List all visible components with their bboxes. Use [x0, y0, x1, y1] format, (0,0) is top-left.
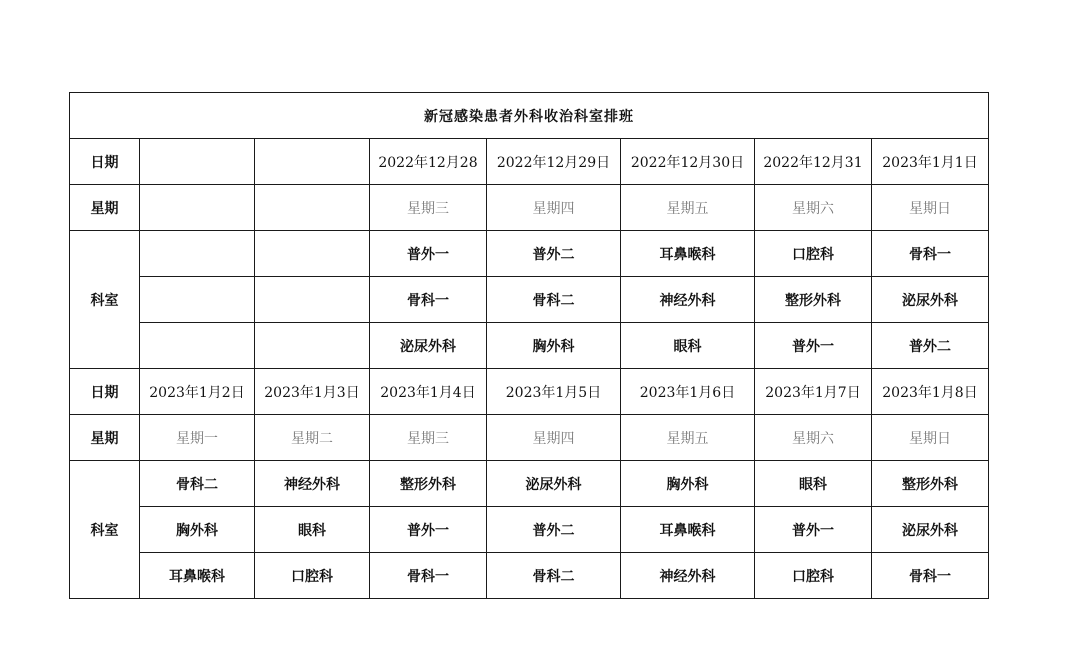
date-label: 日期 — [70, 369, 140, 415]
date-cell — [140, 139, 255, 185]
date-cell: 2023年1月3日 — [255, 369, 370, 415]
department-cell: 普外一 — [755, 323, 872, 369]
department-cell: 普外一 — [755, 507, 872, 553]
department-row — [70, 231, 989, 277]
department-cell: 口腔科 — [255, 553, 370, 599]
weekday-cell: 星期一 — [140, 415, 255, 461]
department-cell: 骨科一 — [370, 553, 487, 599]
department-cell: 整形外科 — [872, 461, 989, 507]
weekday-cell: 星期五 — [621, 415, 755, 461]
weekday-cell: 星期日 — [872, 185, 989, 231]
date-cell: 2022年12月31 — [755, 139, 872, 185]
department-cell: 耳鼻喉科 — [621, 231, 755, 277]
date-cell: 2023年1月7日 — [755, 369, 872, 415]
department-cell: 神经外科 — [621, 553, 755, 599]
date-cell: 2023年1月1日 — [872, 139, 989, 185]
department-row — [70, 323, 989, 369]
department-row — [70, 553, 989, 599]
weekday-row — [70, 185, 989, 231]
department-cell: 泌尿外科 — [872, 277, 989, 323]
department-label: 科室 — [70, 461, 140, 599]
department-cell: 整形外科 — [755, 277, 872, 323]
department-cell: 眼科 — [255, 507, 370, 553]
date-row — [70, 369, 989, 415]
date-cell: 2023年1月2日 — [140, 369, 255, 415]
department-cell — [255, 277, 370, 323]
weekday-cell: 星期四 — [487, 185, 621, 231]
date-cell: 2023年1月6日 — [621, 369, 755, 415]
weekday-cell: 星期日 — [872, 415, 989, 461]
department-cell: 骨科二 — [487, 553, 621, 599]
department-cell: 骨科二 — [487, 277, 621, 323]
department-cell — [255, 323, 370, 369]
date-cell: 2023年1月4日 — [370, 369, 487, 415]
department-cell: 骨科一 — [872, 553, 989, 599]
department-cell: 胸外科 — [140, 507, 255, 553]
department-row — [70, 277, 989, 323]
department-cell — [140, 277, 255, 323]
date-cell — [255, 139, 370, 185]
department-cell: 神经外科 — [621, 277, 755, 323]
department-cell: 整形外科 — [370, 461, 487, 507]
department-cell: 口腔科 — [755, 553, 872, 599]
weekday-row — [70, 415, 989, 461]
date-cell: 2022年12月30日 — [621, 139, 755, 185]
weekday-cell: 星期六 — [755, 415, 872, 461]
department-cell: 胸外科 — [621, 461, 755, 507]
department-cell: 耳鼻喉科 — [621, 507, 755, 553]
department-cell: 耳鼻喉科 — [140, 553, 255, 599]
department-cell: 骨科一 — [872, 231, 989, 277]
department-cell: 眼科 — [621, 323, 755, 369]
department-cell: 普外二 — [487, 231, 621, 277]
title-row — [70, 93, 989, 139]
department-cell: 胸外科 — [487, 323, 621, 369]
date-row — [70, 139, 989, 185]
weekday-cell — [140, 185, 255, 231]
department-cell: 普外二 — [872, 323, 989, 369]
department-cell: 口腔科 — [755, 231, 872, 277]
department-cell: 泌尿外科 — [370, 323, 487, 369]
department-cell: 普外二 — [487, 507, 621, 553]
department-cell: 骨科二 — [140, 461, 255, 507]
department-cell — [255, 231, 370, 277]
weekday-cell: 星期三 — [370, 415, 487, 461]
department-row — [70, 507, 989, 553]
weekday-cell: 星期三 — [370, 185, 487, 231]
department-cell: 骨科一 — [370, 277, 487, 323]
table-title: 新冠感染患者外科收治科室排班 — [70, 93, 989, 139]
department-label: 科室 — [70, 231, 140, 369]
department-cell: 泌尿外科 — [872, 507, 989, 553]
department-cell — [140, 323, 255, 369]
weekday-label: 星期 — [70, 415, 140, 461]
date-cell: 2022年12月28 — [370, 139, 487, 185]
weekday-cell: 星期六 — [755, 185, 872, 231]
department-cell: 普外一 — [370, 231, 487, 277]
department-cell: 神经外科 — [255, 461, 370, 507]
weekday-cell: 星期二 — [255, 415, 370, 461]
department-cell — [140, 231, 255, 277]
department-row — [70, 461, 989, 507]
weekday-cell: 星期四 — [487, 415, 621, 461]
department-cell: 眼科 — [755, 461, 872, 507]
department-cell: 普外一 — [370, 507, 487, 553]
date-cell: 2022年12月29日 — [487, 139, 621, 185]
weekday-cell: 星期五 — [621, 185, 755, 231]
date-cell: 2023年1月5日 — [487, 369, 621, 415]
weekday-label: 星期 — [70, 185, 140, 231]
department-cell: 泌尿外科 — [487, 461, 621, 507]
schedule-table — [69, 92, 989, 599]
weekday-cell — [255, 185, 370, 231]
date-cell: 2023年1月8日 — [872, 369, 989, 415]
date-label: 日期 — [70, 139, 140, 185]
